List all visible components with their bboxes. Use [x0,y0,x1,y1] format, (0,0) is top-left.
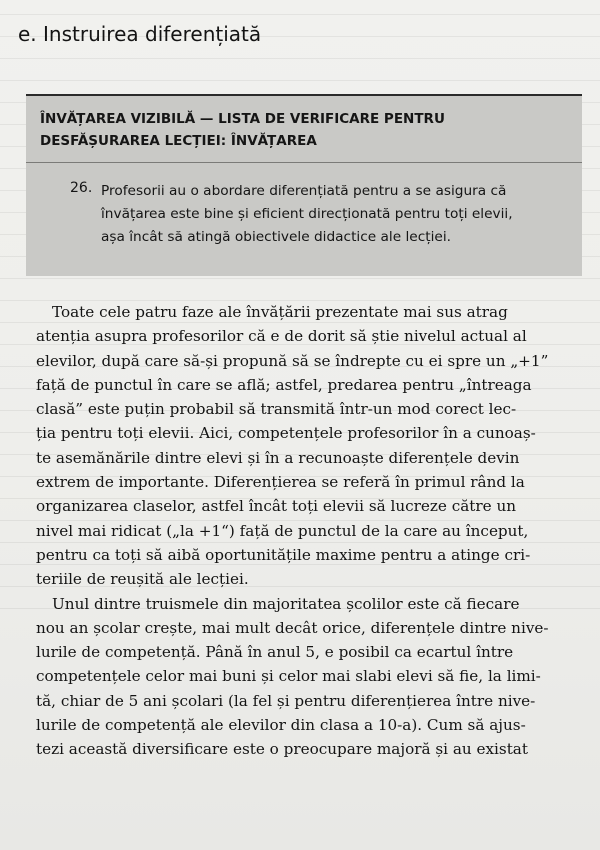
text-line: clasă” este puțin probabil să transmită într-un mod corect lec- [36,400,517,419]
text-line: competențele celor mai buni și celor mai slabi elevi să fie, la limi- [36,667,541,686]
checklist-heading-line: DESFĂȘURAREA LECȚIEI: ÎNVĂȚAREA [40,133,317,149]
text-line: pentru ca toți să aibă oportunitățile maxime pentru a atinge cri- [36,545,531,564]
paragraph-1 [36,300,576,592]
text-line: nivel mai ridicat („la +1“) față de punctul de la care au început, [36,521,529,540]
checklist-box [26,94,582,276]
heading-divider [26,162,582,163]
text-line: lurile de competență ale elevilor din clasa a 10-a). Cum să ajus- [36,716,526,735]
text-line: te asemănările dintre elevi și în a recunoaște diferențele devin [36,448,520,467]
text-line: nou an școlar crește, mai mult decât orice, diferențele dintre nive- [36,618,549,637]
checklist-item-line: Profesorii au o abordare diferențiată pentru a se asigura că [101,183,507,199]
text-line: tezi această diversificare este o preocupare majoră și au existat [36,740,528,759]
body-text [36,300,576,762]
text-line: extrem de importante. Diferențierea se referă în primul rând la [36,473,525,492]
checklist-item-number: 26. [70,180,93,196]
text-line: atenția asupra profesorilor că e de dorit să știe nivelul actual al [36,327,527,346]
checklist-item-text [101,180,571,249]
text-line: Unul dintre truismele din majoritatea școlilor este că fiecare [52,594,520,613]
text-line: organizarea claselor, astfel încât toți elevii să lucreze către un [36,497,517,516]
text-line: tă, chiar de 5 ani școlari (la fel și pentru diferențierea între nive- [36,691,536,710]
text-line: lurile de competență. Până în anul 5, e posibil ca ecartul între [36,643,514,662]
text-line: elevilor, după care să-și propună să se îndrepte cu ei spre un „+1” [36,351,549,370]
text-line: față de punctul în care se află; astfel, predarea pentru „întreaga [36,375,532,394]
paragraph-2 [36,592,576,762]
text-line: Toate cele patru faze ale învățării prezentate mai sus atrag [52,303,508,321]
checklist-item-line: așa încât să atingă obiectivele didactice ale lecției. [101,229,451,245]
checklist-heading-line: ÎNVĂȚAREA VIZIBILĂ — LISTA DE VERIFICARE PENTRU [40,111,445,127]
text-line: ția pentru toți elevii. Aici, competențele profesorilor în a cunoaș- [36,424,536,443]
checklist-heading [40,108,560,152]
checklist-item-line: învățarea este bine și eficient direcționată pentru toți elevii, [101,206,513,222]
text-line: teriile de reușită ale lecției. [36,570,249,589]
section-title: e. Instruirea diferențiată [18,22,262,46]
